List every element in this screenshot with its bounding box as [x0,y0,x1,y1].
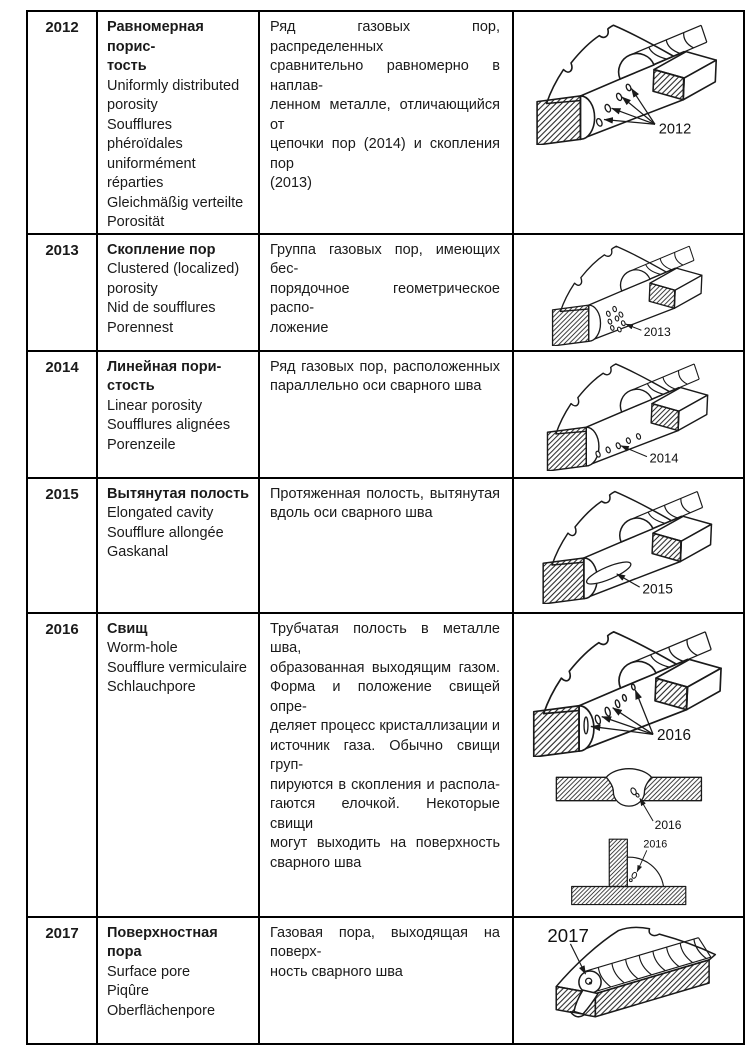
defect-illustration [513,917,744,1044]
defect-name-ru: Скопление пор [107,241,216,258]
defect-illustration [513,351,744,478]
defect-name-translations: Clustered (localized) porosity Nid de soufflures Porennest [107,261,240,336]
defect-code: 2013 [27,234,97,351]
right-plate-hatched [640,777,701,800]
defect-names [97,351,259,478]
defect-name-translations: Elongated cavity Soufflure allongée Gaskanal [107,505,224,560]
defect-code: 2014 [27,351,97,478]
figure-label: 2016 [643,838,668,851]
figure-label: 2016 [656,726,691,744]
defect-description: Протяженная полость, вытянутая вдоль оси сварного шва [259,478,513,613]
figure-butt-weld-section [547,757,711,835]
left-plate-hatched [556,777,615,800]
defect-names [97,478,259,613]
figure-label: 2012 [659,121,692,138]
defect-code: 2012 [27,11,97,234]
defect-name-translations: Linear porosity Soufflures alignées Porenzeile [107,397,231,453]
defect-code: 2016 [27,613,97,917]
figure-isometric-weld [534,353,724,471]
defect-name-translations: Surface pore Piqûre Oberflächenpore [107,963,216,1019]
defect-names [97,917,259,1044]
defect-name-translations: Uniformly distributed porosity Soufflures phéroïdales uniformément réparties Gleichmäßig verteilte Porosität [107,77,244,230]
defect-names [97,234,259,351]
defect-description: Ряд газовых пор, расположенных параллельно оси сварного шва [259,351,513,478]
figure-weld-bead-surface-pore [526,919,730,1039]
table-row [27,11,744,234]
defect-illustration [513,234,744,351]
defect-illustration [513,478,744,613]
figure-label: 2017 [547,924,590,946]
leader-arrow [626,323,642,329]
figure-label: 2016 [654,817,682,832]
weld-defects-table [26,10,745,1045]
figure-label: 2013 [643,324,671,339]
defect-code: 2017 [27,917,97,1044]
defect-name-ru: Равномерная порис- тость [107,19,204,74]
defect-names [97,613,259,917]
figure-isometric-weld [529,480,728,604]
defect-name-ru: Линейная пори- стость [107,358,222,394]
table-row [27,613,744,917]
defect-names [97,11,259,234]
defect-description: Ряд газовых пор, распределенных сравнительно равномерно в наплав- ленном металле, отличающийся от цепочки пор (2014) и скопления пор (2013) [259,11,513,234]
figure-isometric-weld [518,619,740,757]
defect-illustration [513,613,744,917]
figure-fillet-weld-section [555,835,701,915]
defect-description: Группа газовых пор, имеющих бес- порядочное геометрическое распо- ложение [259,234,513,351]
surface-pore [586,978,592,984]
defect-name-translations: Worm-hole Soufflure vermiculaire Schlauchpore [107,640,247,695]
table-row [27,234,744,351]
defect-description: Газовая пора, выходящая на поверх- ность сварного шва [259,917,513,1044]
defect-illustration [513,11,744,234]
defect-name-ru: Поверхностная пора [107,924,218,960]
table-row [27,351,744,478]
fillet-weld [628,857,664,886]
leader-arrow [639,798,652,821]
figure-label: 2015 [642,580,673,596]
figure-isometric-weld [522,13,734,145]
vertical-plate-hatched [610,839,628,886]
defect-description: Трубчатая полость в металле шва, образованная выходящим газом. Форма и положение свищей опре- деляет процесс кристаллизации и источник газа. Обычно свищи груп- пируются в скопления и распола- гаются елочкой. Некоторые свищи могут выходить на поверхность сварного шва [259,613,513,917]
table-row [27,917,744,1044]
defect-name-ru: Свищ [107,620,148,637]
defect-code: 2015 [27,478,97,613]
figure-isometric-weld [540,236,717,346]
table-row [27,478,744,613]
horizontal-plate-hatched [572,886,686,904]
figure-label: 2014 [649,450,679,466]
defect-name-ru: Вытянутая полость [107,485,250,502]
